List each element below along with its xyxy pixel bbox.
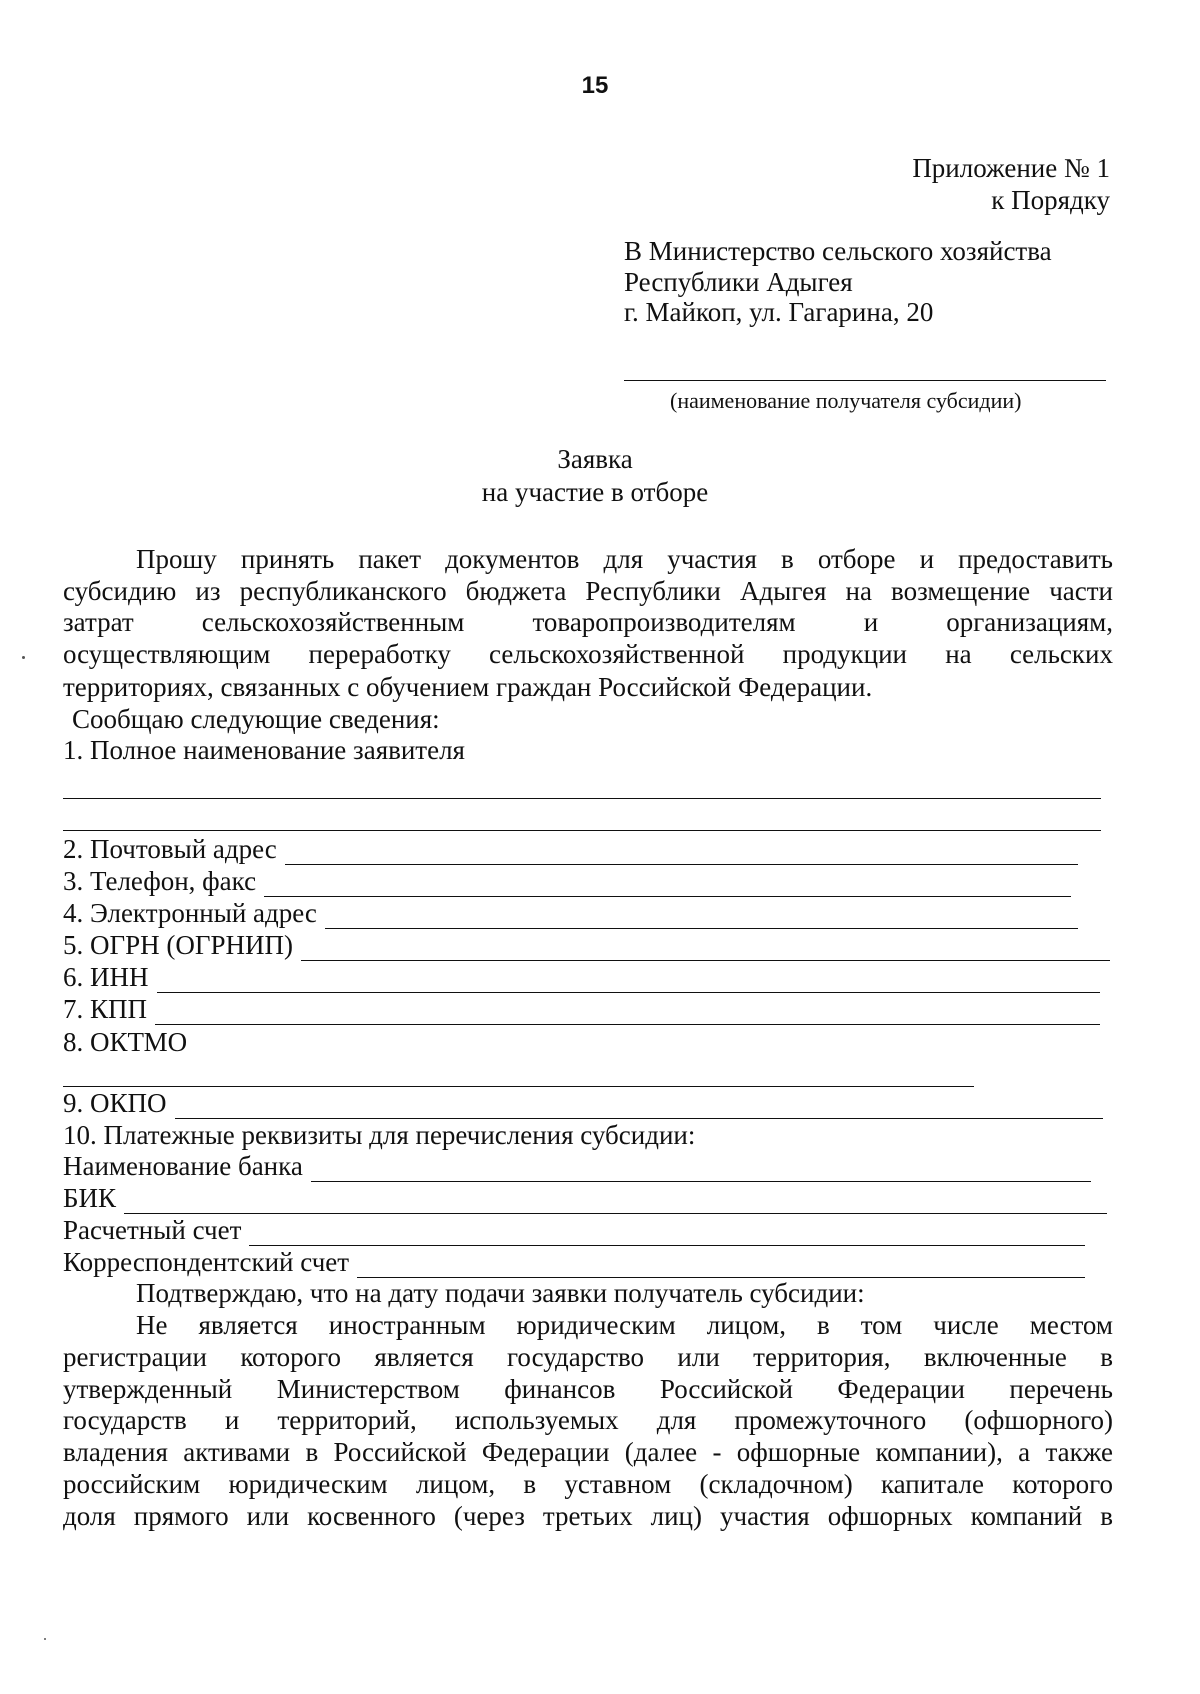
field-okpo[interactable]	[63, 1088, 1103, 1119]
intro-line-1: Прошу принять пакет документов для участия в отборе и предоставить	[136, 544, 1113, 574]
final-line-4: государств и территорий, используемых для промежуточного (офшорного)	[63, 1405, 1113, 1435]
confirm-line: Подтверждаю, что на дату подачи заявки получатель субсидии:	[136, 1278, 865, 1308]
field-account-label: Расчетный счет	[63, 1215, 242, 1245]
field-email-line[interactable]	[325, 906, 1078, 929]
final-line-5: владения активами в Российской Федерации (далее - офшорные компании), а также	[63, 1437, 1113, 1467]
field-okpo-line[interactable]	[175, 1096, 1103, 1119]
field-kpp-line[interactable]	[155, 1002, 1100, 1025]
field-ogrn-label: 5. ОГРН (ОГРНИП)	[63, 930, 293, 960]
addressee-line-3: г. Майкоп, ул. Гагарина, 20	[624, 297, 934, 327]
field-okpo-label: 9. ОКПО	[63, 1088, 167, 1118]
field-email[interactable]	[63, 898, 1078, 929]
field-corr-account[interactable]	[63, 1247, 1085, 1278]
final-line-6: российским юридическим лицом, в уставном (складочном) капитале которого	[63, 1469, 1113, 1499]
final-line-1: Не является иностранным юридическим лицом, в том числе местом	[136, 1310, 1113, 1340]
field-inn-label: 6. ИНН	[63, 962, 149, 992]
field-ogrn-line[interactable]	[301, 938, 1110, 961]
field-bank-name[interactable]	[63, 1151, 1091, 1182]
final-line-3: утвержденный Министерством финансов Российской Федерации перечень	[63, 1374, 1113, 1404]
field-oktmo-line[interactable]	[63, 1086, 974, 1087]
intro-line-2: субсидию из республиканского бюджета Республики Адыгея на возмещение части	[63, 576, 1113, 606]
field-corr-account-label: Корреспондентский счет	[63, 1247, 350, 1277]
field-inn[interactable]	[63, 962, 1100, 993]
recipient-caption: (наименование получателя субсидии)	[670, 388, 1022, 413]
field-phone-fax-line[interactable]	[264, 874, 1071, 897]
field-phone-fax-label: 3. Телефон, факс	[63, 866, 257, 896]
field-postal-address-label: 2. Почтовый адрес	[63, 834, 277, 864]
field-bank-name-line[interactable]	[311, 1159, 1091, 1182]
appendix-label: Приложение № 1	[912, 153, 1110, 183]
margin-dot	[22, 656, 25, 659]
field-corr-account-line[interactable]	[357, 1255, 1085, 1278]
field-applicant-name-label: 1. Полное наименование заявителя	[63, 735, 465, 765]
final-line-7: доля прямого или косвенного (через третьих лиц) участия офшорных компаний в	[63, 1501, 1113, 1531]
field-phone-fax[interactable]	[63, 866, 1071, 897]
intro-line-3: затрат сельскохозяйственным товаропроизводителям и организациям,	[63, 607, 1113, 637]
field-bik-label: БИК	[63, 1183, 117, 1213]
field-email-label: 4. Электронный адрес	[63, 898, 317, 928]
intro-line-4: осуществляющим переработку сельскохозяйственной продукции на сельских	[63, 639, 1113, 669]
field-oktmo-label: 8. ОКТМО	[63, 1027, 188, 1057]
scan-speck	[44, 1638, 46, 1640]
report-line: Сообщаю следующие сведения:	[72, 704, 440, 734]
field-applicant-name-line-2[interactable]	[63, 830, 1101, 831]
appendix-order: к Порядку	[991, 185, 1110, 215]
addressee-line-1: В Министерство сельского хозяйства	[624, 236, 1052, 266]
field-kpp-label: 7. КПП	[63, 994, 148, 1024]
field-ogrn[interactable]	[63, 930, 1110, 961]
intro-line-5: территориях, связанных с обучением граждан Российской Федерации.	[63, 672, 873, 702]
field-bik-line[interactable]	[124, 1191, 1107, 1214]
field-bank-name-label: Наименование банка	[63, 1151, 303, 1181]
document-title: Заявка	[557, 444, 633, 474]
field-postal-address[interactable]	[63, 834, 1078, 865]
field-kpp[interactable]	[63, 994, 1100, 1025]
document-subtitle: на участие в отборе	[481, 477, 709, 507]
field-inn-line[interactable]	[157, 970, 1101, 993]
addressee-line-2: Республики Адыгея	[624, 267, 853, 297]
final-line-2: регистрации которого является государство или территория, включенные в	[63, 1342, 1113, 1372]
field-bik[interactable]	[63, 1183, 1107, 1214]
field-postal-address-line[interactable]	[285, 842, 1078, 865]
field-account-line[interactable]	[249, 1223, 1085, 1246]
recipient-name-line[interactable]	[624, 380, 1106, 381]
field-account[interactable]	[63, 1215, 1085, 1246]
field-applicant-name-line-1[interactable]	[63, 798, 1101, 799]
page-number: 15	[581, 72, 609, 99]
field-payment-details-label: 10. Платежные реквизиты для перечисления субсидии:	[63, 1120, 696, 1150]
